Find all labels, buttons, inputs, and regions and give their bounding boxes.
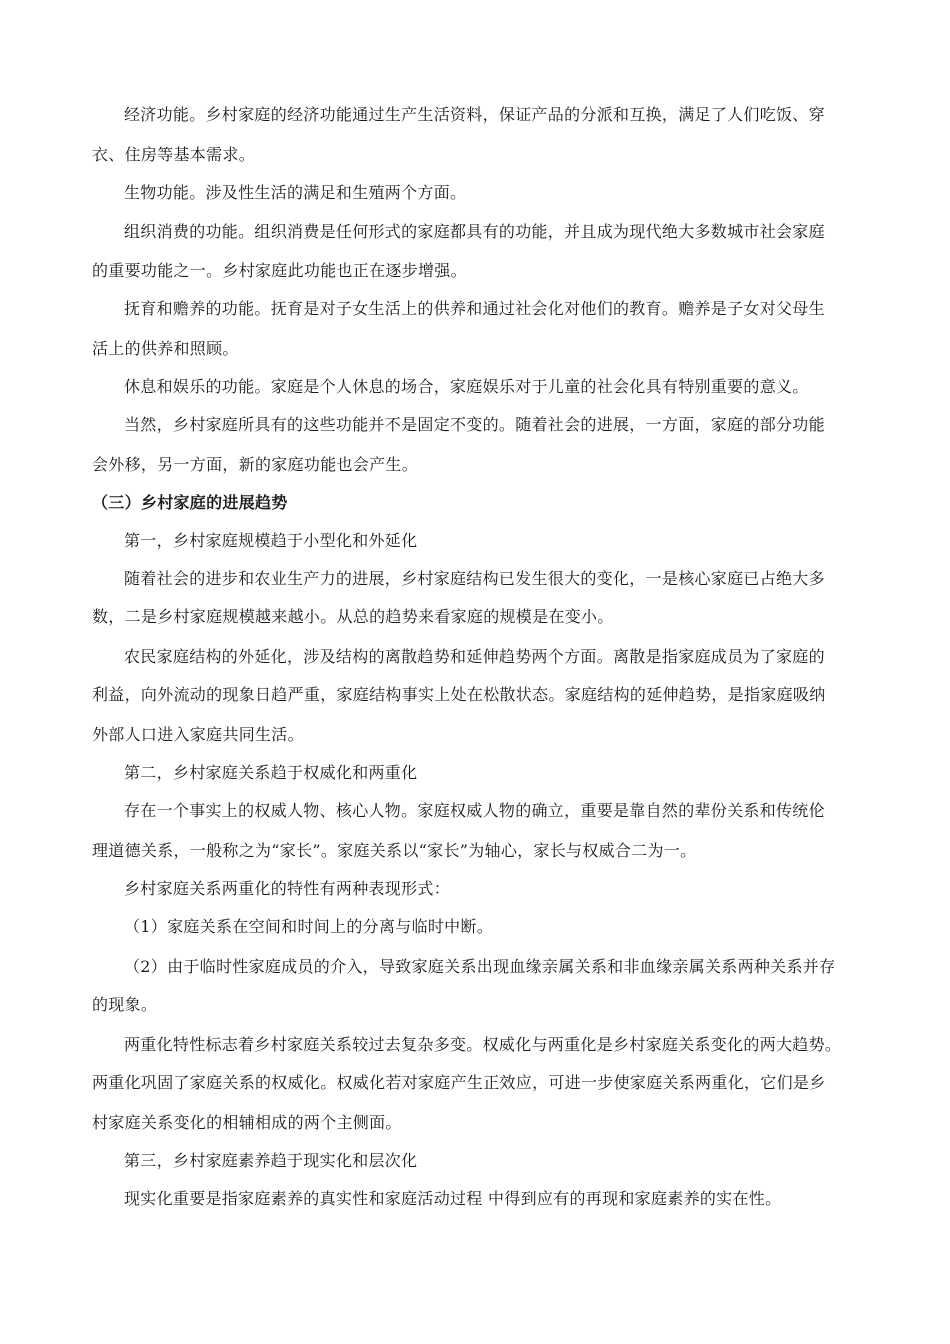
paragraph-line: 会外移，另一方面，新的家庭功能也会产生。 xyxy=(92,455,419,474)
paragraph-line: 经济功能。乡村家庭的经济功能通过生产生活资料，保证产品的分派和互换，满足了人们吃饭、穿 xyxy=(124,105,825,124)
paragraph-line: 两重化巩固了家庭关系的权威化。权威化若对家庭产生正效应，可进一步使家庭关系两重化，它们是乡 xyxy=(92,1073,826,1092)
paragraph-line: 衣、住房等基本需求。 xyxy=(92,145,256,164)
paragraph-line: 农民家庭结构的外延化，涉及结构的离散趋势和延伸趋势两个方面。离散是指家庭成员为了家庭的 xyxy=(124,647,825,666)
paragraph-line: 抚育和赡养的功能。抚育是对子女生活上的供养和通过社会化对他们的教育。赡养是子女对父母生 xyxy=(124,299,825,318)
paragraph-line: 组织消费的功能。组织消费是任何形式的家庭都具有的功能，并且成为现代绝大多数城市社会家庭 xyxy=(124,222,825,241)
paragraph-line: 第二，乡村家庭关系趋于权威化和两重化 xyxy=(124,763,418,782)
paragraph-line: 村家庭关系变化的相辅相成的两个主侧面。 xyxy=(92,1113,402,1132)
paragraph-line: 随着社会的进步和农业生产力的进展，乡村家庭结构已发生很大的变化，一是核心家庭已占绝大多 xyxy=(124,569,825,588)
paragraph-line: 现实化重要是指家庭素养的真实性和家庭活动过程 中得到应有的再现和家庭素养的实在性。 xyxy=(124,1189,782,1208)
paragraph-line: 利益，向外流动的现象日趋严重，家庭结构事实上处在松散状态。家庭结构的延伸趋势，是指家庭吸纳 xyxy=(92,685,826,704)
paragraph-line: 生物功能。涉及性生活的满足和生殖两个方面。 xyxy=(124,183,467,202)
section-heading: （三）乡村家庭的进展趋势 xyxy=(92,493,288,512)
paragraph-line: （1）家庭关系在空间和时间上的分离与临时中断。 xyxy=(124,917,494,936)
paragraph-line: 理道德关系，一般称之为“家长”。家庭关系以“家长”为轴心，家长与权威合二为一。 xyxy=(92,841,697,860)
paragraph-line: 的重要功能之一。乡村家庭此功能也正在逐步增强。 xyxy=(92,261,467,280)
paragraph-line: 第三，乡村家庭素养趋于现实化和层次化 xyxy=(124,1151,418,1170)
paragraph-line: 第一，乡村家庭规模趋于小型化和外延化 xyxy=(124,531,418,550)
paragraph-line: 休息和娱乐的功能。家庭是个人休息的场合，家庭娱乐对于儿童的社会化具有特别重要的意义。 xyxy=(124,377,809,396)
paragraph-line: 数，二是乡村家庭规模越来越小。从总的趋势来看家庭的规模是在变小。 xyxy=(92,607,614,626)
paragraph-line: 当然，乡村家庭所具有的这些功能并不是固定不变的。随着社会的进展，一方面，家庭的部分功能 xyxy=(124,415,825,434)
paragraph-line: （2）由于临时性家庭成员的介入，导致家庭关系出现血缘亲属关系和非血缘亲属关系两种关系并存 xyxy=(124,957,836,976)
paragraph-line: 外部人口进入家庭共同生活。 xyxy=(92,725,304,744)
paragraph-line: 存在一个事实上的权威人物、核心人物。家庭权威人物的确立，重要是靠自然的辈份关系和传统伦 xyxy=(124,801,825,820)
paragraph-line: 乡村家庭关系两重化的特性有两种表现形式： xyxy=(124,879,451,898)
paragraph-line: 活上的供养和照顾。 xyxy=(92,339,239,358)
paragraph-line: 的现象。 xyxy=(92,995,158,1014)
paragraph-line: 两重化特性标志着乡村家庭关系较过去复杂多变。权威化与两重化是乡村家庭关系变化的两大趋势。 xyxy=(124,1035,842,1054)
